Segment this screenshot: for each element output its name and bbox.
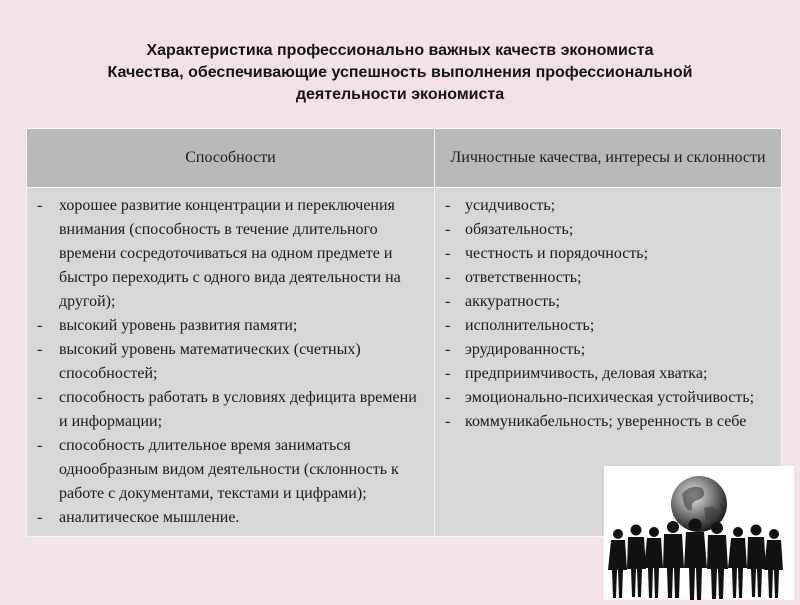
title-line-3: деятельности экономиста xyxy=(295,86,505,103)
quality-item: - аккуратность; xyxy=(439,290,775,314)
title-line-2: Качества, обеспечивающие успешность выполнения профессиональной xyxy=(107,64,693,81)
title-line-1: Характеристика профессионально важных качеств экономиста xyxy=(146,42,654,59)
quality-item: - ответственность; xyxy=(439,266,775,290)
qualities-list xyxy=(439,194,775,434)
abilities-list xyxy=(31,194,428,530)
quality-item: - эмоционально-психическая устойчивость; xyxy=(439,386,775,410)
header-qualities: Личностные качества, интересы и склонности xyxy=(435,129,782,188)
quality-item: - обязательность; xyxy=(439,218,775,242)
abilities-cell xyxy=(27,188,435,537)
quality-item: - коммуникабельность; уверенность в себе xyxy=(439,410,775,434)
ability-item: - способность работать в условиях дефицита времени и информации; xyxy=(31,386,428,434)
title-block xyxy=(0,40,800,106)
header-abilities: Способности xyxy=(27,129,435,188)
ability-item: - высокий уровень развития памяти; xyxy=(31,314,428,338)
quality-item: - исполнительность; xyxy=(439,314,775,338)
quality-item: - предприимчивость, деловая хватка; xyxy=(439,362,775,386)
ability-item: - аналитическое мышление. xyxy=(31,506,428,530)
quality-item: - эрудированность; xyxy=(439,338,775,362)
ability-item: - способность длительное время заниматься однообразным видом деятельности (склонность к работе с документами, текстами и цифрами); xyxy=(31,434,428,506)
quality-item: - усидчивость; xyxy=(439,194,775,218)
ability-item: - хорошее развитие концентрации и переключения внимания (способность в течение длительного времени сосредоточиваться на одном предмете и быстро переходить с одного вида деятельности на другой); xyxy=(31,194,428,314)
ability-item: - высокий уровень математических (счетных) способностей; xyxy=(31,338,428,386)
business-people-globe-icon xyxy=(604,466,794,600)
quality-item: - честность и порядочность; xyxy=(439,242,775,266)
